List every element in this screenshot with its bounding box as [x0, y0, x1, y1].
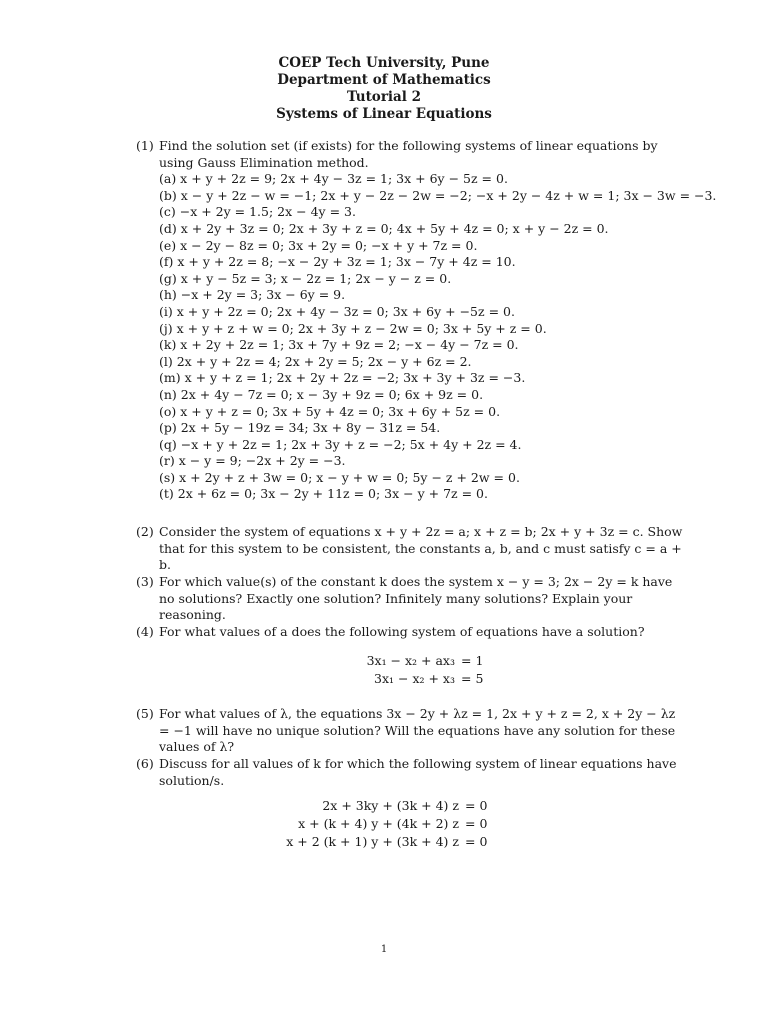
- problem-3: [136, 574, 684, 624]
- problem-number: (1): [136, 138, 154, 153]
- equation-rhs: = 1: [461, 653, 484, 668]
- problem-number: (6): [136, 756, 154, 771]
- problem-2: [136, 524, 684, 574]
- document-header: [0, 55, 768, 123]
- sub-problem: (r) x − y = 9; −2x + 2y = −3.: [159, 453, 346, 469]
- equation-system-6: [262, 797, 487, 851]
- department-name: Department of Mathematics: [277, 72, 491, 88]
- sub-problem: (a) x + y + 2z = 9; 2x + 4y − 3z = 1; 3x + 6y − 5z = 0.: [159, 171, 508, 187]
- problem-number: (3): [136, 574, 154, 589]
- sub-problem: (b) x − y + 2z − w = −1; 2x + y − 2z − 2w = −2; −x + 2y − 4z + w = 1; 3x − 3w = −3.: [159, 187, 717, 203]
- equation-rhs: = 0: [465, 834, 488, 849]
- equation-lhs: x + 2 (k + 1) y + (3k + 4) z: [286, 834, 459, 849]
- problem-text: For what values of a does the following system of equations have a solution?: [159, 624, 645, 639]
- sub-problem: (n) 2x + 4y − 7z = 0; x − 3y + 9z = 0; 6x + 9z = 0.: [159, 386, 484, 402]
- sub-problem: (k) x + 2y + 2z = 1; 3x + 7y + 9z = 2; −x − 4y − 7z = 0.: [159, 337, 519, 353]
- equation-rhs: = 5: [461, 671, 484, 686]
- page-number: 1: [380, 944, 388, 955]
- equation-lhs: 3x₁ − x₂ + x₃: [374, 671, 455, 686]
- equation-row: [262, 815, 487, 833]
- problem-number: (5): [136, 706, 154, 721]
- equation-row: [330, 670, 483, 688]
- problem-text: For what values of λ, the equations 3x − 2y + λz = 1, 2x + y + z = 2, x + 2y − λz = −1 will have no unique solution? Will the equations have any solution for these values of λ?: [159, 706, 676, 755]
- equation-row: [262, 797, 487, 815]
- topic-title: Systems of Linear Equations: [276, 106, 492, 122]
- problem-number: (4): [136, 624, 154, 639]
- problem-4: [136, 624, 684, 641]
- problem-6: [136, 756, 684, 789]
- sub-problem: (g) x + y − 5z = 3; x − 2z = 1; 2x − y − z = 0.: [159, 270, 452, 286]
- sub-problem: (l) 2x + y + 2z = 4; 2x + 2y = 5; 2x − y + 6z = 2.: [159, 353, 472, 369]
- equation-row: [330, 652, 483, 670]
- equation-row: [262, 833, 487, 851]
- problem-text: Consider the system of equations x + y + 2z = a; x + z = b; 2x + y + 3z = c. Show that for this system to be consistent, the constants a, b, and c must satisfy c = a + b.: [159, 524, 683, 573]
- problem-number: (2): [136, 524, 154, 539]
- equation-rhs: = 0: [465, 816, 488, 831]
- university-name: COEP Tech University, Pune: [278, 55, 490, 71]
- sub-problem: (p) 2x + 5y − 19z = 34; 3x + 8y − 31z = 54.: [159, 420, 441, 436]
- problem-text: Discuss for all values of k for which the following system of linear equations have solution/s.: [159, 756, 677, 788]
- sub-problem: (e) x − 2y − 8z = 0; 3x + 2y = 0; −x + y + 7z = 0.: [159, 237, 478, 253]
- sub-problem: (s) x + 2y + z + 3w = 0; x − y + w = 0; 5y − z + 2w = 0.: [159, 469, 520, 485]
- sub-problem: (h) −x + 2y = 3; 3x − 6y = 9.: [159, 287, 346, 303]
- sub-problem: (o) x + y + z = 0; 3x + 5y + 4z = 0; 3x + 6y + 5z = 0.: [159, 403, 501, 419]
- problem-text: Find the solution set (if exists) for the following systems of linear equations by using Gauss Elimination method.: [159, 138, 658, 170]
- sub-problem: (m) x + y + z = 1; 2x + 2y + 2z = −2; 3x + 3y + 3z = −3.: [159, 370, 526, 386]
- problem-1: [136, 138, 717, 503]
- equation-lhs: 2x + 3ky + (3k + 4) z: [322, 798, 459, 813]
- equation-lhs: x + (k + 4) y + (4k + 2) z: [298, 816, 459, 831]
- problem-text: For which value(s) of the constant k does the system x − y = 3; 2x − 2y = k have no solutions? Exactly one solution? Infinitely many solutions? Explain your reasoning.: [159, 574, 673, 623]
- sub-problem: (f) x + y + 2z = 8; −x − 2y + 3z = 1; 3x − 7y + 4z = 10.: [159, 254, 516, 270]
- sub-problem: (d) x + 2y + 3z = 0; 2x + 3y + z = 0; 4x + 5y + 4z = 0; x + y − 2z = 0.: [159, 220, 609, 236]
- sub-problem: (i) x + y + 2z = 0; 2x + 4y − 3z = 0; 3x + 6y + −5z = 0.: [159, 303, 515, 319]
- equation-system-4: [330, 652, 483, 688]
- problem-5: [136, 706, 684, 756]
- sub-problem: (j) x + y + z + w = 0; 2x + 3y + z − 2w = 0; 3x + 5y + z = 0.: [159, 320, 547, 336]
- tutorial-title: Tutorial 2: [346, 89, 422, 105]
- sub-problem: (c) −x + 2y = 1.5; 2x − 4y = 3.: [159, 204, 356, 220]
- equation-lhs: 3x₁ − x₂ + ax₃: [366, 653, 455, 668]
- equation-rhs: = 0: [465, 798, 488, 813]
- sub-problem: (t) 2x + 6z = 0; 3x − 2y + 11z = 0; 3x − y + 7z = 0.: [159, 486, 488, 502]
- sub-problem: (q) −x + y + 2z = 1; 2x + 3y + z = −2; 5x + 4y + 2z = 4.: [159, 436, 522, 452]
